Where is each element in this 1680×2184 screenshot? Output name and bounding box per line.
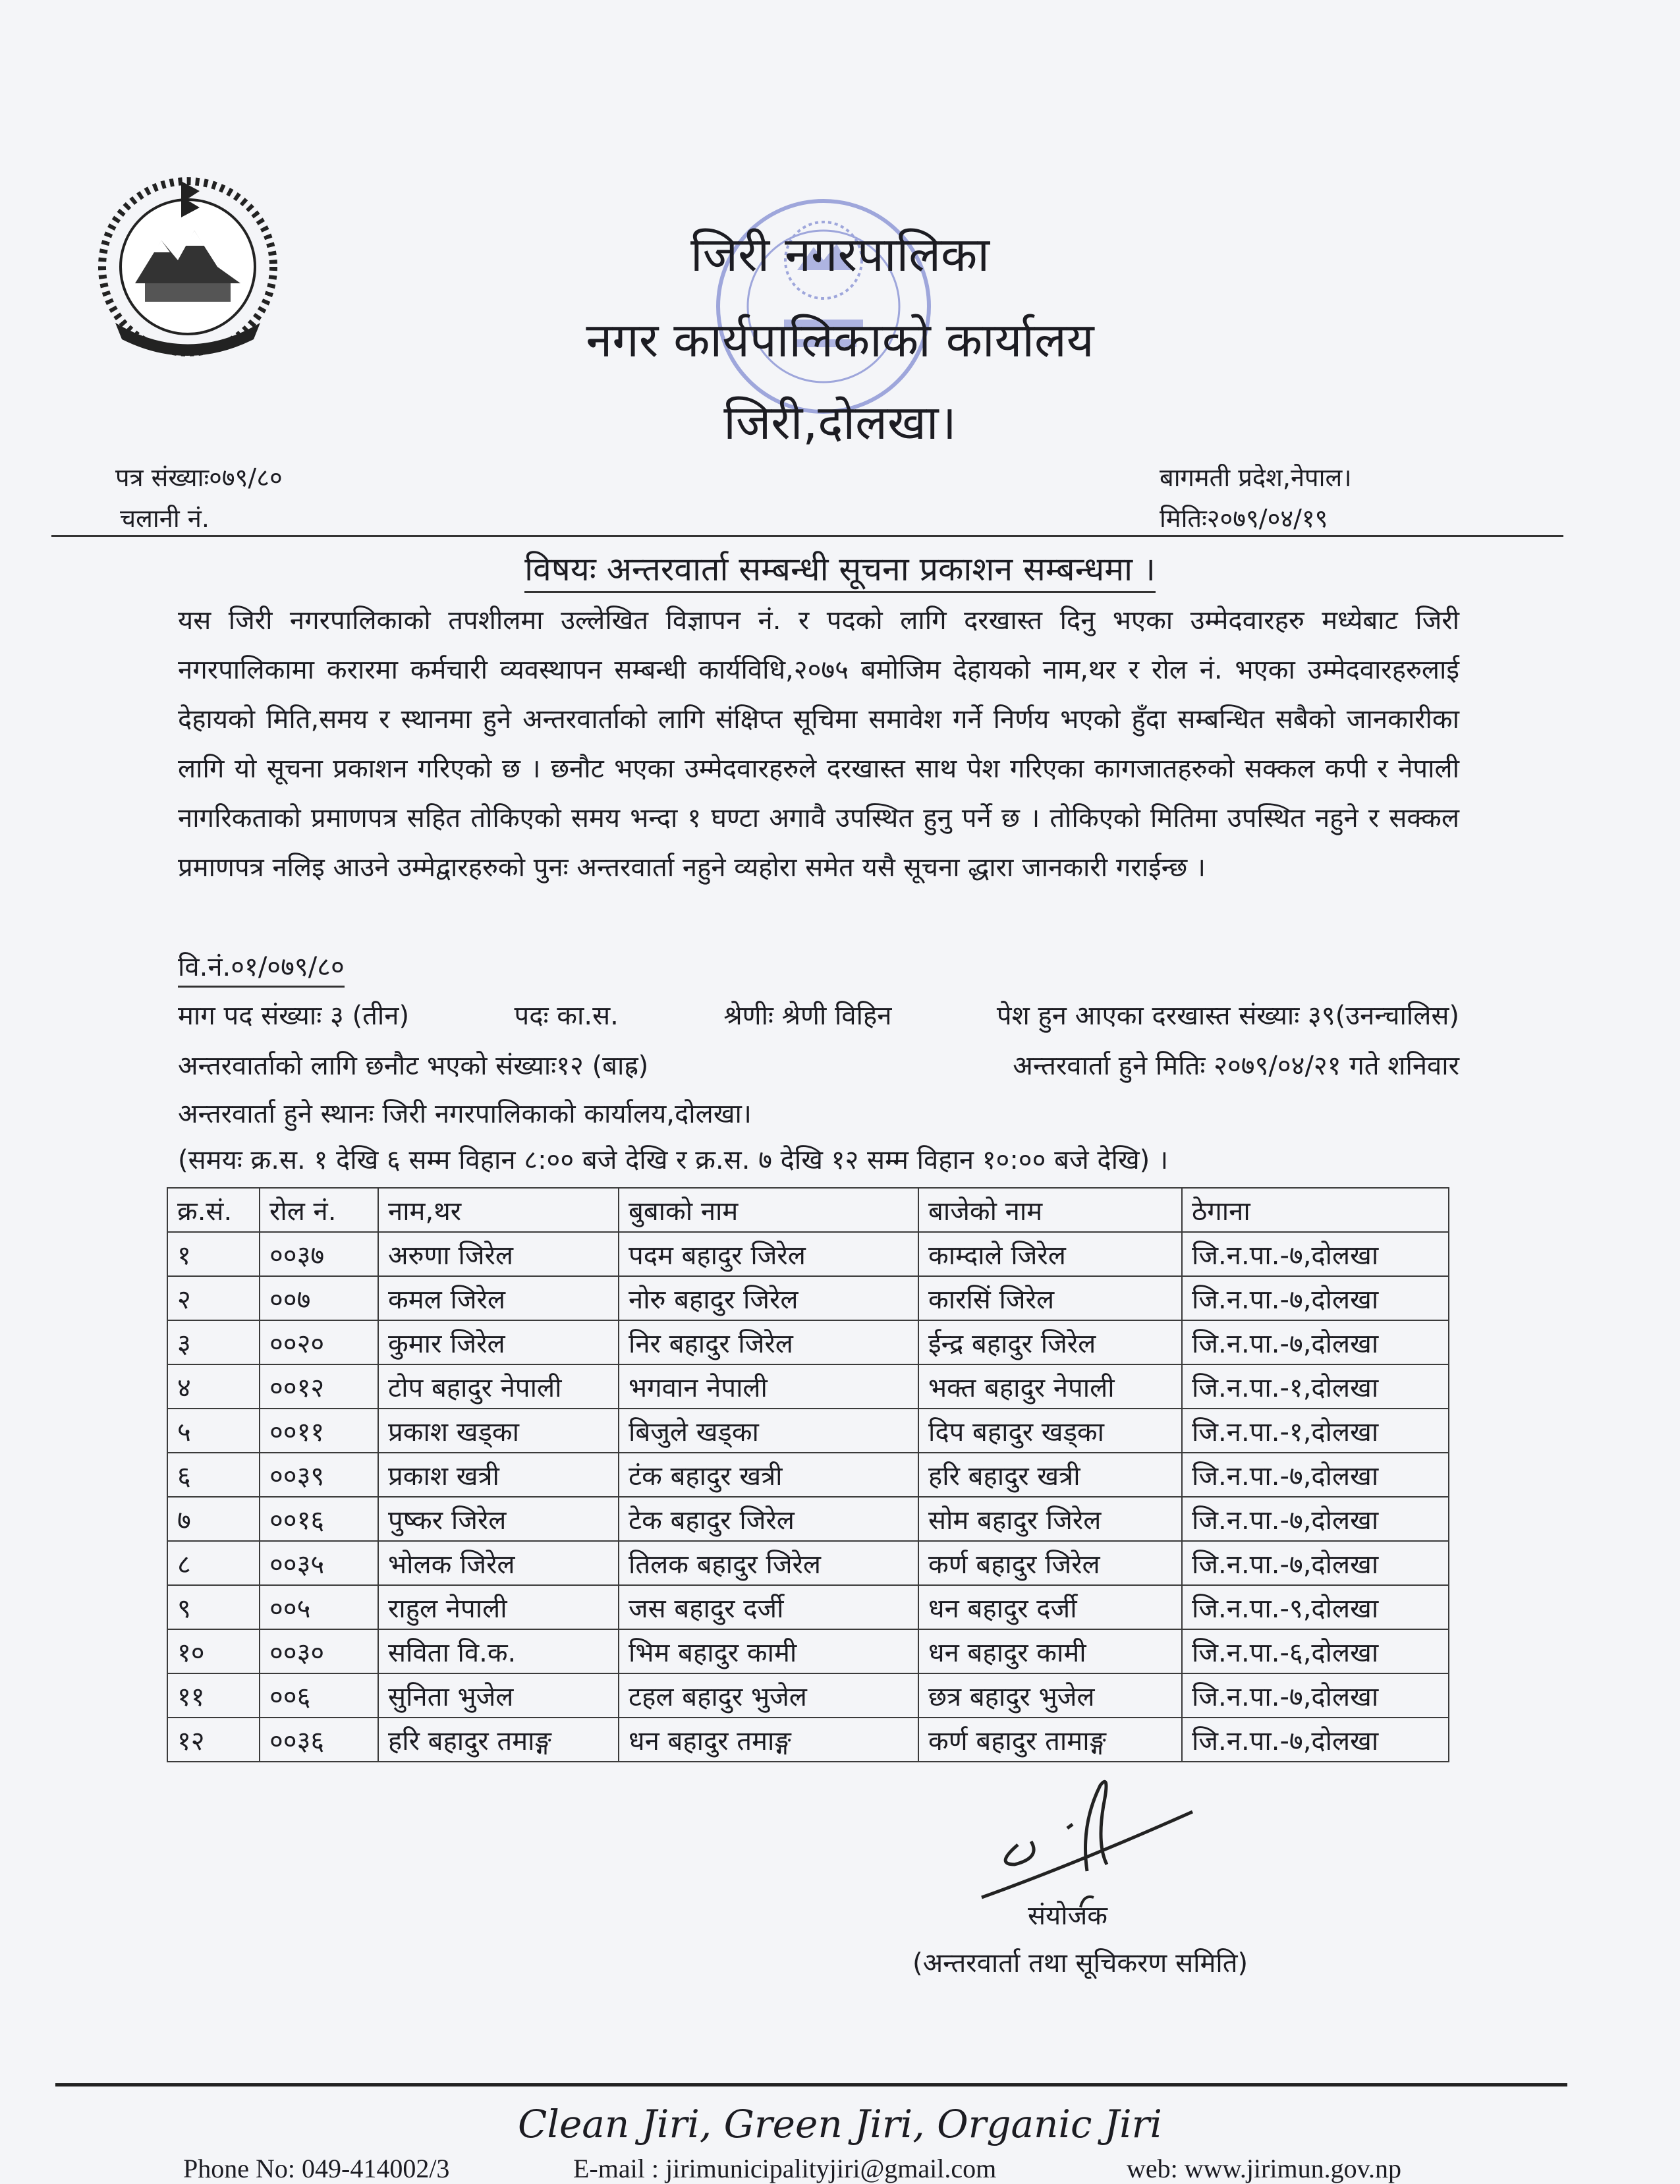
cell-grandfather: हरि बहादुर खत्री: [918, 1453, 1182, 1497]
header-serial: क्र.सं.: [167, 1188, 260, 1232]
cell-grandfather: ईन्द्र बहादुर जिरेल: [918, 1320, 1182, 1364]
table-header-row: [167, 1188, 1449, 1232]
post-details: [178, 997, 1459, 1034]
notice-body: यस जिरी नगरपालिकाको तपशीलमा उल्लेखित विज्ञापन नं. र पदको लागि दरखास्त दिनु भएका उम्मेदवारहरु मध्येबाट जिरी नगरपालिकामा करारमा कर्मचारी व्यवस्थापन सम्बन्धी कार्यविधि,२०७५ बमोजिम देहायको नाम,थर र रोल नं. भएका उम्मेदवारहरुलाई देहायको मिति,समय र स्थानमा हुने अन्तरवार्ताको लागि संक्षिप्त सूचिमा समावेश गर्ने निर्णय भएको हुँदा सम्बन्धित सबैको जानकारीका लागि यो सूचना प्रकाशन गरिएको छ । छनौट भएका उम्मेदवारहरुले दरखास्त साथ पेश गरिएका कागजातहरुको सक्कल कपी र नेपाली नागरिकताको प्रमाणपत्र सहित तोकिएको समय भन्दा १ घण्टा अगावै उपस्थित हुनु पर्ने छ । तोकिएको मितिमा उपस्थित नहुने र सक्कल प्रमाणपत्र नलिइ आउने उम्मेद्वारहरुको पुनः अन्तरवार्ता नहुने व्यहोरा समेत यसै सूचना द्धारा जानकारी गराईन्छ ।: [178, 605, 1459, 883]
cell-serial: ९: [167, 1585, 260, 1629]
cell-grandfather: सोम बहादुर जिरेल: [918, 1497, 1182, 1541]
table-row: [167, 1232, 1449, 1276]
footer-phone: Phone No: 049-414002/3: [183, 2154, 450, 2183]
cell-serial: १: [167, 1232, 260, 1276]
cell-father: भगवान नेपाली: [619, 1364, 918, 1409]
subject-line: विषयः अन्तरवार्ता सम्बन्धी सूचना प्रकाशन सम्बन्धमा ।: [0, 546, 1680, 590]
cell-grandfather: काम्दाले जिरेल: [918, 1232, 1182, 1276]
interview-date: अन्तरवार्ता हुने मितिः २०७९/०४/२१ गते शनिवार: [1013, 1051, 1459, 1081]
cell-address: जि.न.पा.-७,दोलखा: [1182, 1232, 1449, 1276]
cell-roll: ००३६: [260, 1718, 378, 1762]
cell-address: जि.न.पा.-७,दोलखा: [1182, 1453, 1449, 1497]
cell-roll: ००२०: [260, 1320, 378, 1364]
cell-address: जि.न.पा.-१,दोलखा: [1182, 1409, 1449, 1453]
demand-count: माग पद संख्याः ३ (तीन): [178, 1001, 410, 1031]
cell-father: तिलक बहादुर जिरेल: [619, 1541, 918, 1585]
cell-roll: ००७: [260, 1276, 378, 1320]
cell-father: टंक बहादुर खत्री: [619, 1453, 918, 1497]
signatory-title: संयोजक: [1028, 1901, 1107, 1931]
table-row: [167, 1364, 1449, 1409]
cell-serial: ५: [167, 1409, 260, 1453]
table-row: [167, 1718, 1449, 1762]
cell-address: जि.न.पा.-७,दोलखा: [1182, 1718, 1449, 1762]
table-row: [167, 1585, 1449, 1629]
cell-roll: ००३५: [260, 1541, 378, 1585]
cell-address: जि.न.पा.-७,दोलखा: [1182, 1320, 1449, 1364]
table-row: [167, 1497, 1449, 1541]
cell-grandfather: धन बहादुर दर्जी: [918, 1585, 1182, 1629]
interview-details: [178, 1048, 1459, 1084]
office-subtitle: नगर कार्यपालिकाको कार्यालय: [586, 312, 1094, 368]
cell-father: जस बहादुर दर्जी: [619, 1585, 918, 1629]
table-row: [167, 1629, 1449, 1673]
cell-serial: ७: [167, 1497, 260, 1541]
cell-serial: ६: [167, 1453, 260, 1497]
cell-serial: ११: [167, 1673, 260, 1718]
header-roll: रोल नं.: [260, 1188, 378, 1232]
cell-grandfather: कर्ण बहादुर तामाङ्ग: [918, 1718, 1182, 1762]
cell-name: कुमार जिरेल: [378, 1320, 619, 1364]
cell-father: धन बहादुर तमाङ्ग: [619, 1718, 918, 1762]
table-row: [167, 1541, 1449, 1585]
cell-roll: ००१६: [260, 1497, 378, 1541]
cell-address: जि.न.पा.-९,दोलखा: [1182, 1585, 1449, 1629]
cell-serial: १०: [167, 1629, 260, 1673]
cell-name: पुष्कर जिरेल: [378, 1497, 619, 1541]
cell-name: सुनिता भुजेल: [378, 1673, 619, 1718]
cell-father: नोरु बहादुर जिरेल: [619, 1276, 918, 1320]
cell-roll: ००३७: [260, 1232, 378, 1276]
office-address: जिरी,दोलखा।: [723, 395, 957, 450]
header-divider: [51, 535, 1563, 537]
header-name: नाम,थर: [378, 1188, 619, 1232]
cell-serial: ४: [167, 1364, 260, 1409]
header-address: ठेगाना: [1182, 1188, 1449, 1232]
footer-website: web: www.jirimun.gov.np: [1127, 2154, 1401, 2183]
cell-address: जि.न.पा.-७,दोलखा: [1182, 1541, 1449, 1585]
cell-name: टोप बहादुर नेपाली: [378, 1364, 619, 1409]
cell-grandfather: कारसिं जिरेल: [918, 1276, 1182, 1320]
cell-name: राहुल नेपाली: [378, 1585, 619, 1629]
cell-father: भिम बहादुर कामी: [619, 1629, 918, 1673]
cell-address: जि.न.पा.-७,दोलखा: [1182, 1276, 1449, 1320]
table-row: [167, 1320, 1449, 1364]
header-grandfather: बाजेको नाम: [918, 1188, 1182, 1232]
post-name: पदः का.स.: [514, 1001, 619, 1031]
cell-name: कमल जिरेल: [378, 1276, 619, 1320]
cell-roll: ००३९: [260, 1453, 378, 1497]
cell-serial: २: [167, 1276, 260, 1320]
cell-serial: १२: [167, 1718, 260, 1762]
cell-name: प्रकाश खत्री: [378, 1453, 619, 1497]
cell-father: टहल बहादुर भुजेल: [619, 1673, 918, 1718]
cell-serial: ३: [167, 1320, 260, 1364]
table-row: [167, 1409, 1449, 1453]
candidate-table: [167, 1187, 1449, 1762]
cell-father: पदम बहादुर जिरेल: [619, 1232, 918, 1276]
cell-address: जि.न.पा.-१,दोलखा: [1182, 1364, 1449, 1409]
cell-father: टेक बहादुर जिरेल: [619, 1497, 918, 1541]
cell-roll: ००५: [260, 1585, 378, 1629]
dispatch-number: चलानी नं.: [120, 504, 210, 533]
cell-grandfather: छत्र बहादुर भुजेल: [918, 1673, 1182, 1718]
committee-name: (अन्तरवार्ता तथा सूचिकरण समिति): [912, 1948, 1248, 1978]
cell-grandfather: कर्ण बहादुर जिरेल: [918, 1541, 1182, 1585]
interview-venue: अन्तरवार्ता हुने स्थानः जिरी नगरपालिकाको कार्यालय,दोलखा।: [178, 1099, 752, 1129]
cell-roll: ००११: [260, 1409, 378, 1453]
footer-divider: [55, 2083, 1567, 2086]
cell-roll: ००६: [260, 1673, 378, 1718]
letter-number: पत्र संख्याः०७९/८०: [115, 463, 283, 492]
advertisement-number: वि.नं.०१/०७९/८०: [178, 949, 345, 988]
cell-father: निर बहादुर जिरेल: [619, 1320, 918, 1364]
cell-serial: ८: [167, 1541, 260, 1585]
selected-count: अन्तरवार्ताको लागि छनौट भएको संख्याः१२ (बाह्र): [178, 1051, 649, 1081]
cell-name: प्रकाश खड्का: [378, 1409, 619, 1453]
cell-father: बिजुले खड्का: [619, 1409, 918, 1453]
cell-grandfather: धन बहादुर कामी: [918, 1629, 1182, 1673]
office-name: जिरी नगरपालिका: [690, 227, 990, 282]
footer-slogan: Clean Jiri, Green Jiri, Organic Jiri: [518, 2102, 1162, 2146]
footer-email: E-mail : jirimunicipalityjiri@gmail.com: [573, 2154, 997, 2183]
header-father: बुबाको नाम: [619, 1188, 918, 1232]
cell-name: अरुणा जिरेल: [378, 1232, 619, 1276]
cell-grandfather: भक्त बहादुर नेपाली: [918, 1364, 1182, 1409]
cell-name: सविता वि.क.: [378, 1629, 619, 1673]
province: बागमती प्रदेश,नेपाल।: [1160, 463, 1352, 492]
cell-roll: ००१२: [260, 1364, 378, 1409]
cell-address: जि.न.पा.-७,दोलखा: [1182, 1497, 1449, 1541]
table-row: [167, 1673, 1449, 1718]
cell-address: जि.न.पा.-६,दोलखा: [1182, 1629, 1449, 1673]
cell-address: जि.न.पा.-७,दोलखा: [1182, 1673, 1449, 1718]
table-row: [167, 1276, 1449, 1320]
cell-name: भोलक जिरेल: [378, 1541, 619, 1585]
cell-roll: ००३०: [260, 1629, 378, 1673]
interview-time: (समयः क्र.स. १ देखि ६ सम्म विहान ८:०० बजे देखि र क्र.स. ७ देखि १२ सम्म विहान १०:०० बजे देखि) ।: [178, 1145, 1169, 1175]
post-class: श्रेणीः श्रेणी विहिन: [723, 1001, 892, 1031]
table-row: [167, 1453, 1449, 1497]
cell-grandfather: दिप बहादुर खड्का: [918, 1409, 1182, 1453]
letter-date: मितिः२०७९/०४/१९: [1160, 504, 1328, 533]
cell-name: हरि बहादुर तमाङ्ग: [378, 1718, 619, 1762]
application-count: पेश हुन आएका दरखास्त संख्याः ३९(उनन्चालिस): [996, 1001, 1459, 1031]
